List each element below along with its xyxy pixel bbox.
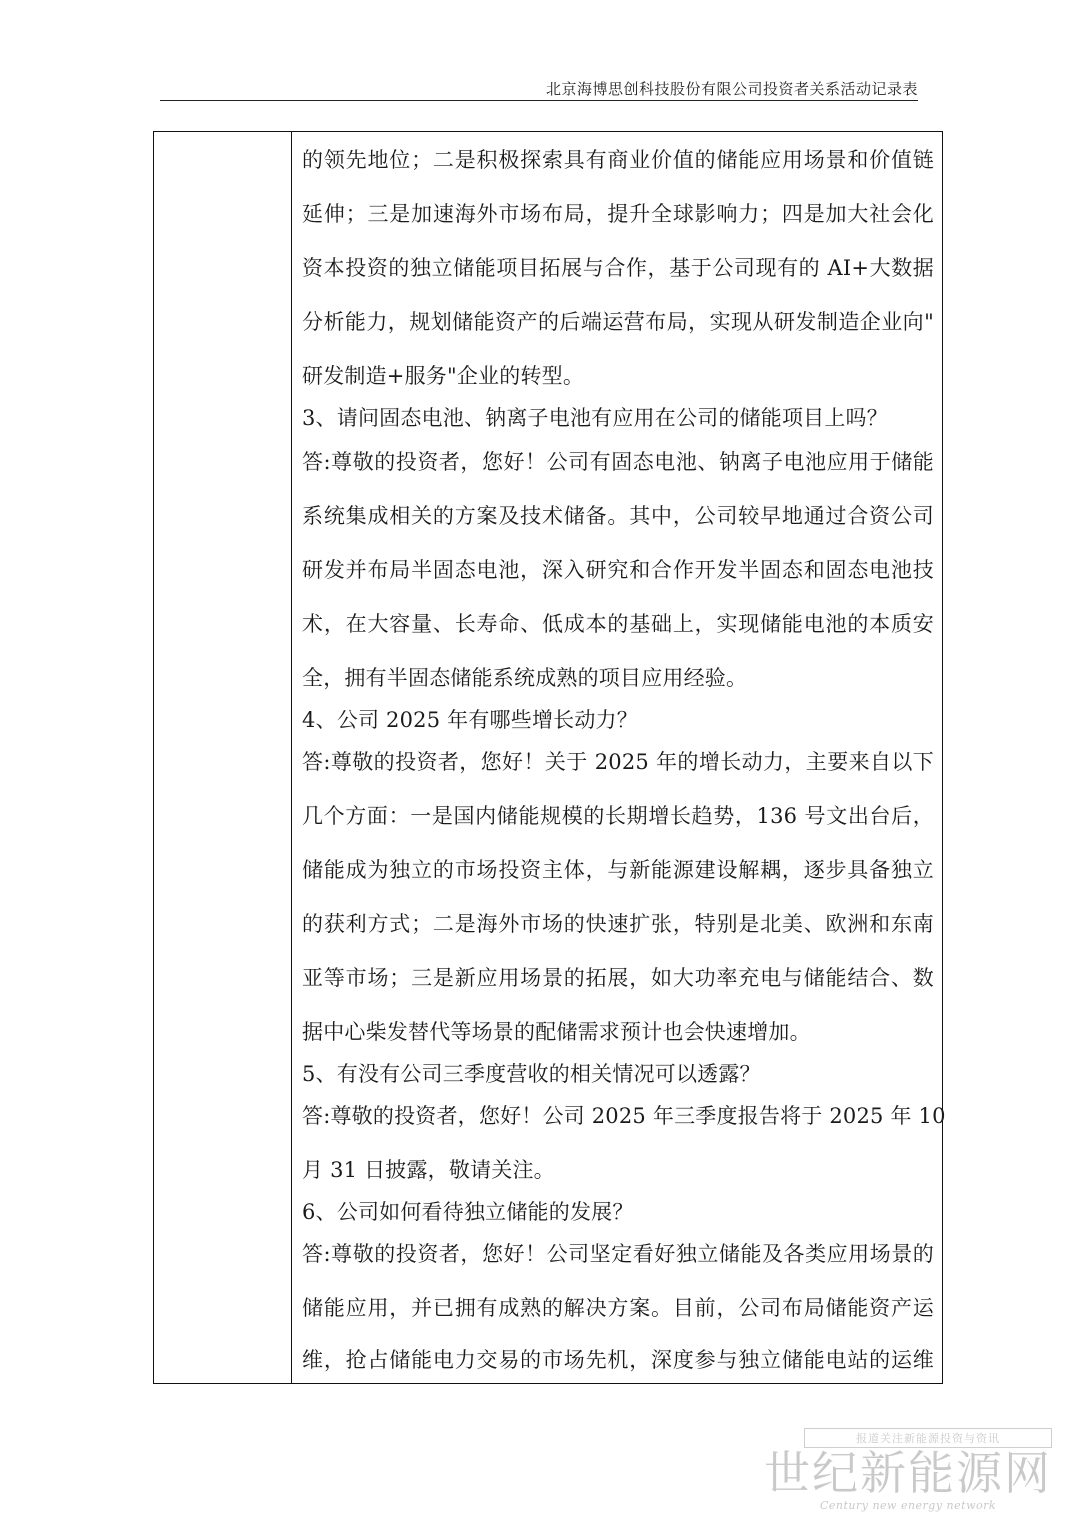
watermark-logo — [764, 1428, 1052, 1512]
answer-line: 答:尊敬的投资者，您好！公司坚定看好独立储能及各类应用场景的 — [302, 1242, 934, 1266]
text-line: 据中心柴发替代等场景的配储需求预计也会快速增加。 — [302, 1020, 811, 1044]
answer-line: 答:尊敬的投资者，您好！公司有固态电池、钠离子电池应用于储能 — [302, 450, 934, 474]
text-line: 维，抢占储能电力交易的市场先机，深度参与独立储能电站的运维 — [302, 1348, 934, 1372]
question-line: 5、有没有公司三季度营收的相关情况可以透露？ — [302, 1062, 761, 1086]
text-line: 亚等市场；三是新应用场景的拓展，如大功率充电与储能结合、数 — [302, 966, 934, 990]
page-header-title: 北京海博思创科技股份有限公司投资者关系活动记录表 — [545, 80, 918, 98]
watermark-tagline: 报道关注新能源投资与资讯 — [804, 1428, 1052, 1448]
answer-line: 答:尊敬的投资者，您好！关于 2025 年的增长动力，主要来自以下 — [302, 750, 934, 774]
text-line: 储能应用，并已拥有成熟的解决方案。目前，公司布局储能资产运 — [302, 1296, 934, 1320]
text-line: 的领先地位；二是积极探索具有商业价值的储能应用场景和价值链 — [302, 148, 934, 172]
table-left-column — [154, 132, 292, 1383]
text-line: 系统集成相关的方案及技术储备。其中，公司较早地通过合资公司 — [302, 504, 934, 528]
text-line: 几个方面：一是国内储能规模的长期增长趋势，136 号文出台后， — [302, 804, 934, 828]
question-line: 6、公司如何看待独立储能的发展？ — [302, 1200, 634, 1224]
text-line: 资本投资的独立储能项目拓展与合作，基于公司现有的 AI+大数据 — [302, 256, 934, 280]
text-line: 延伸；三是加速海外市场布局，提升全球影响力；四是加大社会化 — [302, 202, 934, 226]
text-line: 全，拥有半固态储能系统成熟的项目应用经验。 — [302, 666, 748, 690]
text-line: 研发制造+服务"企业的转型。 — [302, 364, 585, 388]
text-line: 月 31 日披露，敬请关注。 — [302, 1158, 555, 1182]
answer-line: 答:尊敬的投资者，您好！公司 2025 年三季度报告将于 2025 年 10 — [302, 1104, 946, 1128]
text-line: 分析能力，规划储能资产的后端运营布局，实现从研发制造企业向" — [302, 310, 934, 334]
table-content-column — [292, 132, 946, 1383]
text-line: 的获利方式；二是海外市场的快速扩张，特别是北美、欧洲和东南 — [302, 912, 934, 936]
record-table — [153, 131, 946, 1384]
text-line: 研发并布局半固态电池，深入研究和合作开发半固态和固态电池技 — [302, 558, 934, 582]
question-line: 4、公司 2025 年有哪些增长动力？ — [302, 708, 638, 732]
question-line: 3、请问固态电池、钠离子电池有应用在公司的储能项目上吗？ — [302, 406, 888, 430]
text-line: 术，在大容量、长寿命、低成本的基础上，实现储能电池的本质安 — [302, 612, 934, 636]
text-line: 储能成为独立的市场投资主体，与新能源建设解耦，逐步具备独立 — [302, 858, 934, 882]
header-divider — [160, 100, 918, 101]
watermark-subtitle: Century new energy network — [819, 1499, 997, 1512]
watermark-title: 世纪新能源网 — [764, 1446, 1052, 1501]
